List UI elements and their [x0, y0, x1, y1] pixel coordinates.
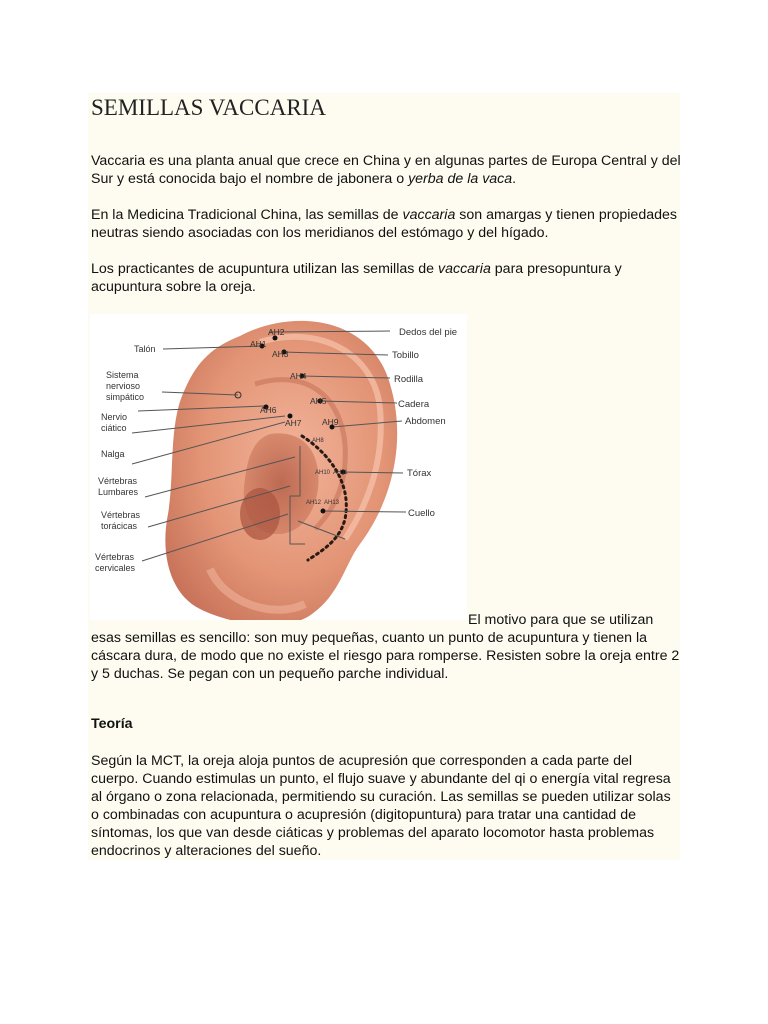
label-nalga: Nalga: [101, 449, 125, 459]
point-label: AH7: [285, 418, 302, 428]
label-cervicales: Vértebras: [95, 552, 135, 562]
paragraph-text: Los practicantes de acupuntura utilizan las semillas de: [91, 261, 438, 277]
point-label: AH12: [306, 500, 322, 506]
label-toracicas: Vértebras: [101, 510, 141, 520]
point-label: AH3: [272, 349, 289, 359]
paragraph-motive: esas semillas es sencillo: son muy pequeñas, cuanto un punto de acupuntura y tienen la cáscara dura, de modo que no existe el riesgo para romperse. Resisten sobre la oreja entre 2 y 5 duchas. Se pegan con un pequeño parche individual.: [91, 630, 680, 682]
label-sistema: simpático: [106, 392, 145, 402]
paragraph-acupuncture: [91, 260, 681, 296]
label-nervio: Nervio: [101, 412, 128, 422]
point-label: AH11: [333, 470, 348, 476]
paragraph-text: En la Medicina Tradicional China, las semillas de: [91, 207, 403, 223]
page-title: SEMILLAS VACCARIA: [91, 95, 326, 120]
label-tobillo: Tobillo: [392, 350, 419, 361]
label-rodilla: Rodilla: [394, 374, 424, 385]
paragraph-tcm: [91, 206, 681, 242]
point-label: AH2: [268, 327, 285, 337]
paragraph-italic: yerba de la vaca: [408, 171, 513, 187]
paragraph-italic: vaccaria: [438, 261, 491, 277]
point-label: AH4: [290, 371, 307, 381]
point-label: AH1: [250, 339, 267, 349]
label-abdomen: Abdomen: [405, 416, 446, 427]
point-label: AH6: [260, 405, 277, 415]
label-nervio: ciático: [101, 423, 127, 433]
paragraph-text: para presopuntura y acupuntura sobre la oreja.: [91, 261, 622, 295]
label-talon: Talón: [134, 344, 156, 354]
paragraph-theory: Según la MCT, la oreja aloja puntos de acupresión que corresponden a cada parte del cuerpo. Cuando estimulas un punto, el flujo suave y abundante del qi o energía vital regresa al órgano o zona relacionada, permitiendo su curación. Las semillas se pueden utilizar solas o combinadas con acupuntura o acupresión (digitopuntura) para tratar una cantidad de síntomas, los que van desde ciáticas y problemas del aparato locomotor hasta problemas endocrinos y alteraciones del sueño.: [91, 753, 671, 859]
label-toracicas: torácicas: [101, 521, 138, 531]
label-dedos: Dedos del pie: [399, 327, 458, 338]
label-cervicales: cervicales: [95, 563, 136, 573]
label-torax: Tórax: [407, 468, 432, 479]
label-lumbares: Lumbares: [98, 487, 139, 497]
point-label: AH8: [312, 438, 324, 444]
paragraph-text: .: [512, 171, 517, 187]
ear-diagram: [90, 314, 467, 620]
ear-canal: [240, 488, 280, 540]
paragraph-italic: vaccaria: [402, 207, 456, 223]
paragraph-text: Vaccaria es una planta anual que crece en China y en algunas partes de Europa Central y del Sur y está conocida bajo el nombre de jabonera o: [91, 153, 681, 187]
label-lumbares: Vértebras: [98, 476, 138, 486]
paragraph-motive-first-line: El motivo para que se utilizan: [468, 612, 654, 628]
paragraph-intro: [91, 152, 681, 188]
label-sistema: Sistema: [106, 370, 139, 380]
ear-acupuncture-figure: [90, 314, 467, 620]
label-cuello: Cuello: [408, 508, 435, 519]
label-cadera: Cadera: [398, 399, 430, 410]
label-sistema: nervioso: [106, 381, 141, 391]
point-label: AH5: [310, 396, 327, 406]
point-label: AH13: [324, 500, 340, 506]
point-label: AH10: [315, 470, 331, 476]
section-heading: Teoría: [91, 716, 133, 732]
document-page: [88, 93, 680, 860]
point-label: AH9: [322, 417, 339, 427]
paragraph-text: son amargas y tienen propiedades neutras siendo asociadas con los meridianos del estómago y del hígado.: [91, 207, 677, 241]
